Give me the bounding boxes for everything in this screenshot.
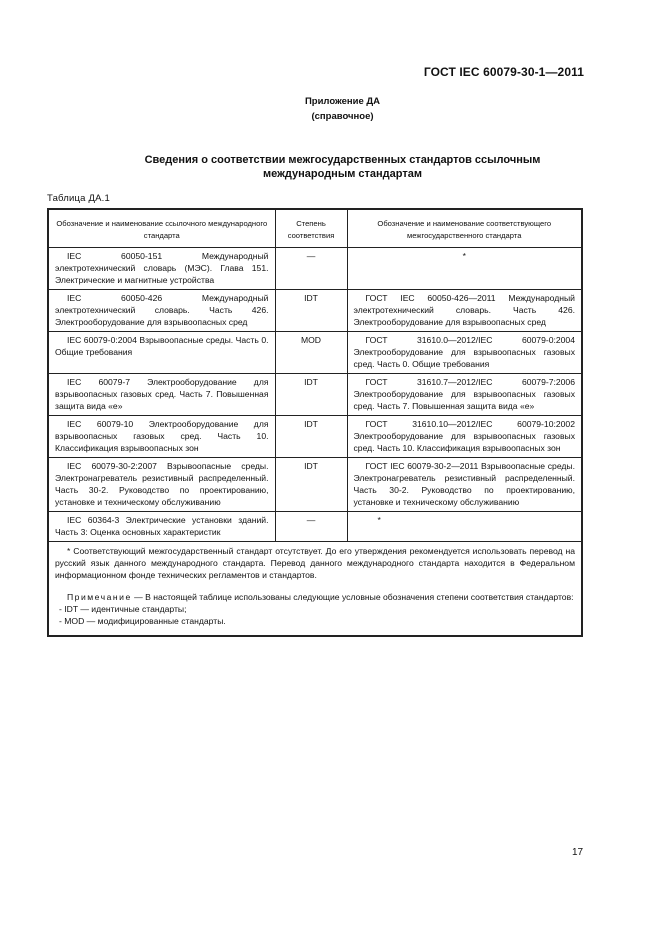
table-row	[48, 416, 582, 458]
national-standard-cell: ГОСТ 31610.0—2012/IEC 60079-0:2004 Электрооборудование для взрывоопасных газовых сред. Часть 0. Общие требования	[347, 332, 582, 374]
column-header-national: Обозначение и наименование соответствующего межгосударственного стандарта	[347, 209, 582, 248]
table-footnote-row	[48, 542, 582, 637]
column-header-degree: Степень соответствия	[275, 209, 347, 248]
table-row	[48, 458, 582, 512]
national-standard-cell: ГОСТ IEC 60050-426—2011 Международный электротехнический словарь. Часть 426. Электрооборудование для взрывоопасных сред	[347, 290, 582, 332]
table-row	[48, 290, 582, 332]
degree-cell: —	[275, 248, 347, 290]
international-standard-cell: IEC 60079-10 Электрооборудование для взрывоопасных газовых сред. Часть 10. Классификация взрывоопасных зон	[48, 416, 275, 458]
national-standard-cell: *	[347, 512, 582, 542]
degree-cell: IDT	[275, 374, 347, 416]
degree-cell: —	[275, 512, 347, 542]
page-number: 17	[572, 847, 584, 858]
international-standard-cell: IEC 60079-30-2:2007 Взрывоопасные среды. Электронагреватель резистивный распределенный. Часть 30-2. Руководство по проектированию, установке и техническому обслуживанию	[48, 458, 275, 512]
national-standard-cell: ГОСТ IEC 60079-30-2—2011 Взрывоопасные среды. Электронагреватель резистивный распределенный. Часть 30-2. Руководство по проектированию, установке и техническому обслуживанию	[347, 458, 582, 512]
international-standard-cell: IEC 60050-426 Международный электротехнический словарь. Часть 426. Электрооборудование для взрывоопасных сред	[48, 290, 275, 332]
international-standard-cell: IEC 60079-7 Электрооборудование для взрывоопасных газовых сред. Часть 7. Повышенная защита вида «е»	[48, 374, 275, 416]
national-standard-cell: ГОСТ 31610.10—2012/IEC 60079-10:2002 Электрооборудование для взрывоопасных газовых сред. Часть 10. Классификация взрывоопасных зон	[347, 416, 582, 458]
section-title	[0, 153, 661, 181]
appendix-title: Приложение ДА	[304, 96, 381, 107]
document-standard-header: ГОСТ IEC 60079-30-1—2011	[423, 65, 584, 79]
degree-cell: IDT	[275, 416, 347, 458]
note-paragraph	[55, 591, 575, 603]
table-row	[48, 512, 582, 542]
note-block	[55, 591, 575, 627]
note-item-mod: - MOD — модифицированные стандарты.	[59, 616, 226, 626]
section-title-line1: Сведения о соответствии межгосударственных стандартов ссылочным	[144, 154, 541, 166]
table-footnote-cell	[48, 542, 582, 637]
national-standard-cell: ГОСТ 31610.7—2012/IEC 60079-7:2006 Электрооборудование для взрывоопасных газовых сред. Часть 7. Повышенная защита вида «е»	[347, 374, 582, 416]
international-standard-cell: IEC 60050-151 Международный электротехнический словарь (МЭС). Глава 151. Электрические и магнитные устройства	[48, 248, 275, 290]
degree-cell: MOD	[275, 332, 347, 374]
note-text: — В настоящей таблице использованы следующие условные обозначения степени соответствия стандартов:	[134, 592, 574, 602]
degree-cell: IDT	[275, 458, 347, 512]
table-row	[48, 332, 582, 374]
note-item-idt: - IDT — идентичные стандарты;	[59, 604, 187, 614]
table-caption: Таблица ДА.1	[47, 193, 110, 204]
note-label: Примечание	[67, 592, 132, 602]
section-title-line2: международным стандартам	[263, 168, 422, 180]
degree-cell: IDT	[275, 290, 347, 332]
footnote-text: * Соответствующий межгосударственный стандарт отсутствует. До его утверждения рекомендуется использовать перевод на русский язык данного международного стандарта. Перевод данного международного стандарта находится в Федеральном информационном фонде технических регламентов и стандартов.	[55, 546, 575, 580]
national-standard-cell: *	[347, 248, 582, 290]
international-standard-cell: IEC 60364-3 Электрические установки зданий. Часть 3: Оценка основных характеристик	[48, 512, 275, 542]
correspondence-table	[47, 208, 583, 637]
appendix-heading	[0, 94, 661, 124]
table-row	[48, 374, 582, 416]
table-row	[48, 248, 582, 290]
appendix-subtitle: (справочное)	[311, 111, 374, 122]
column-header-international: Обозначение и наименование ссылочного международного стандарта	[48, 209, 275, 248]
table-header-row	[48, 209, 582, 248]
international-standard-cell: IEC 60079-0:2004 Взрывоопасные среды. Часть 0. Общие требования	[48, 332, 275, 374]
